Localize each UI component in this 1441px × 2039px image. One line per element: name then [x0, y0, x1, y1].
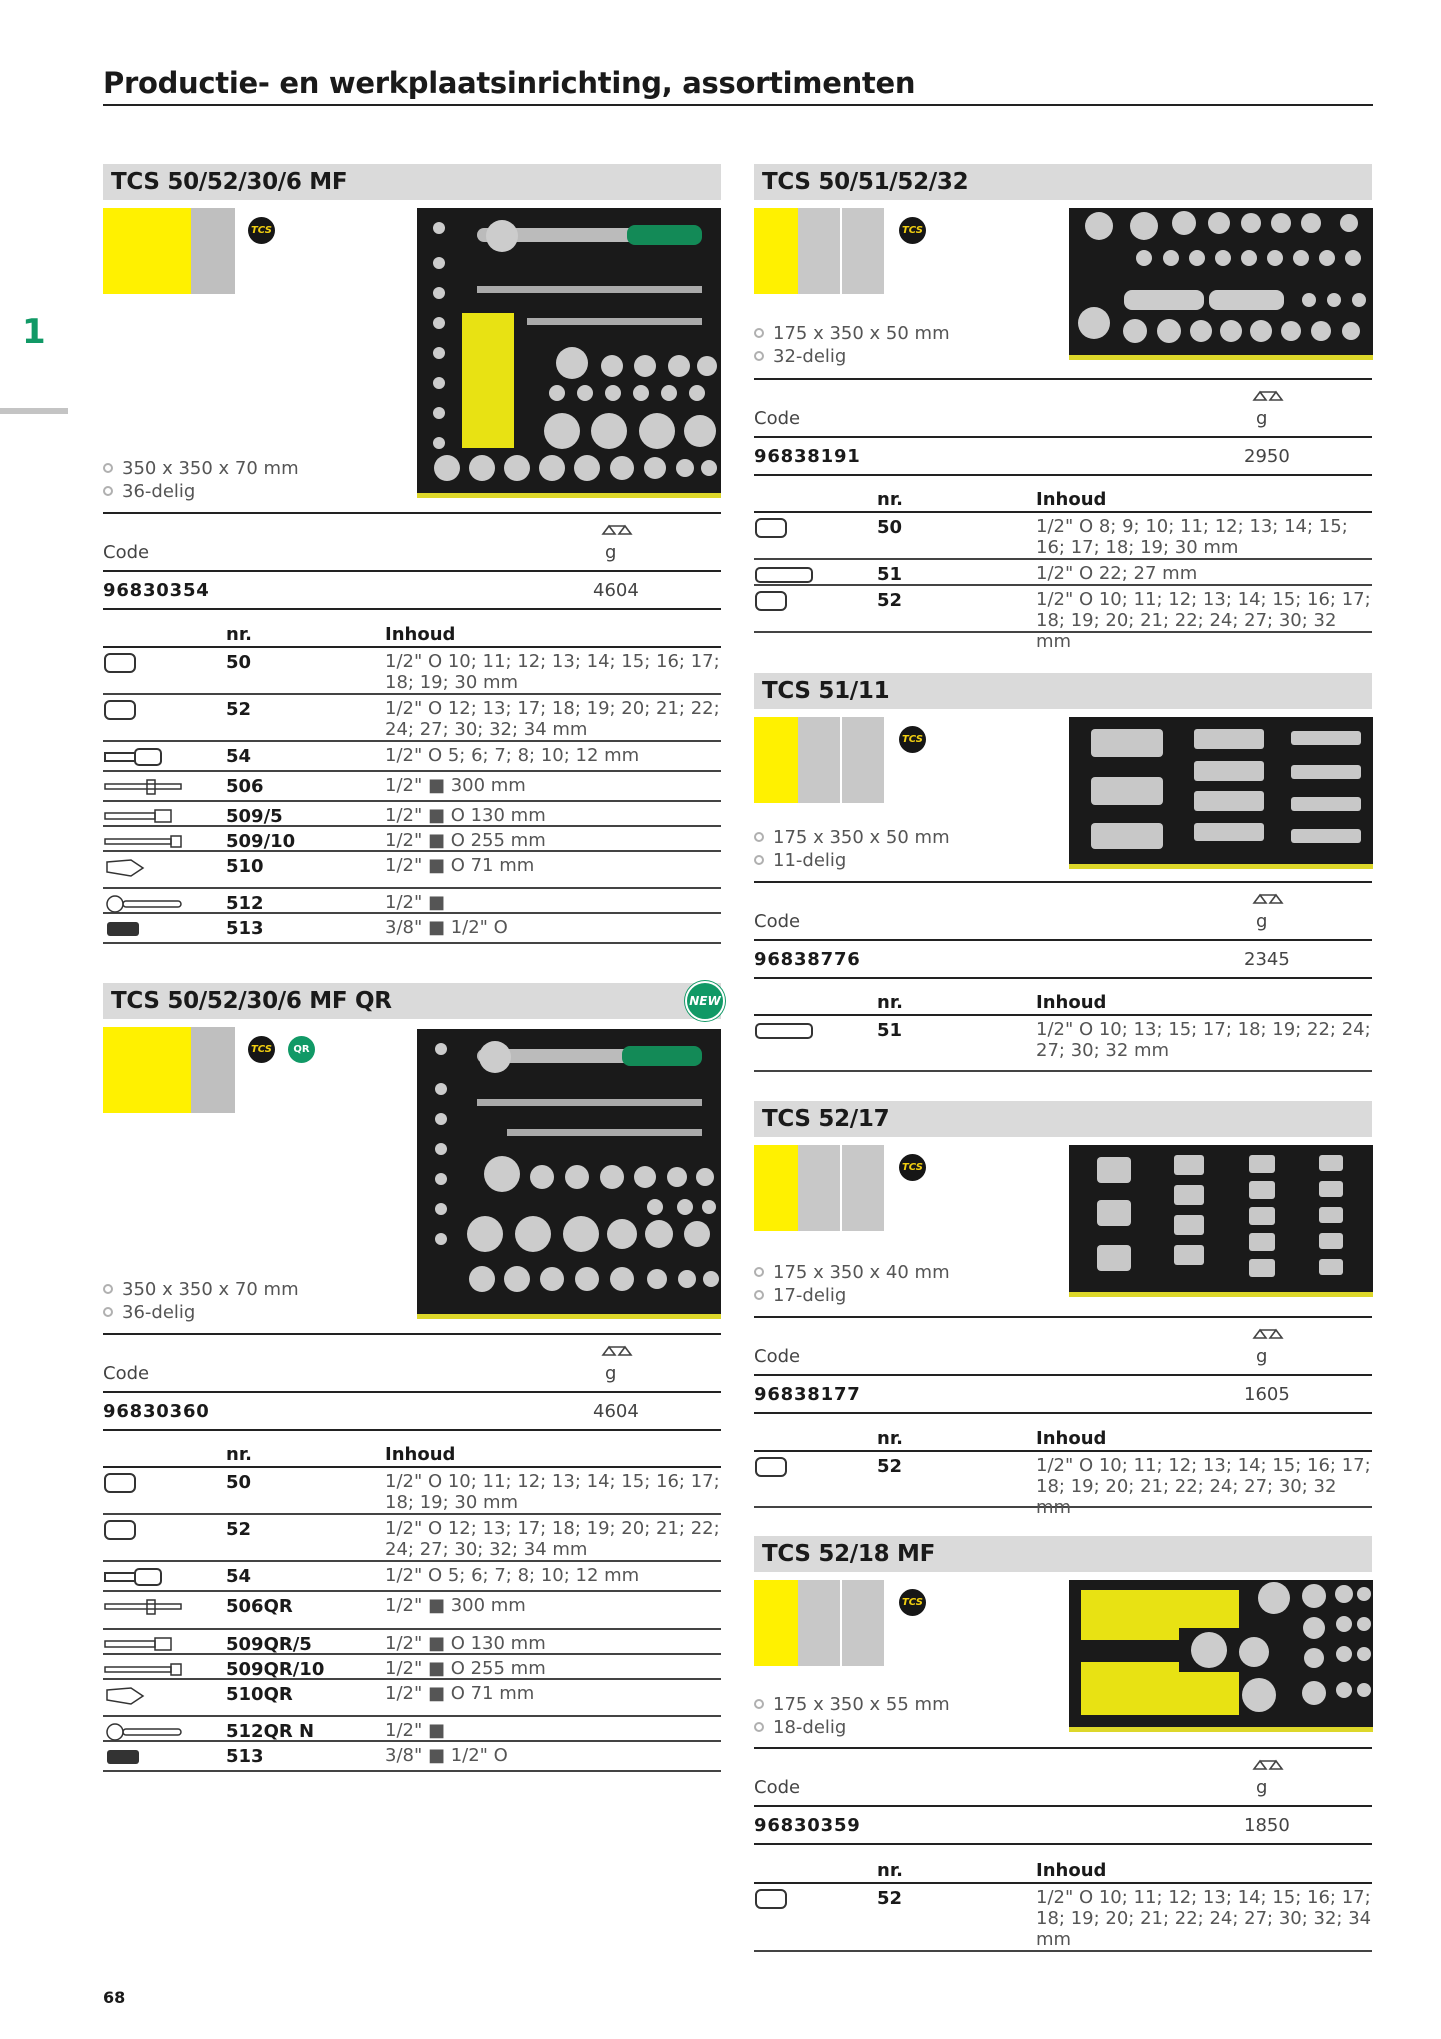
- pieces-line: [754, 345, 950, 368]
- code-table: [103, 512, 721, 610]
- pieces-count: 36-delig: [122, 481, 196, 502]
- contents-table: [754, 1856, 1372, 1952]
- set-specs: [754, 1261, 950, 1307]
- long-socket-icon: [754, 564, 834, 586]
- table-row: [103, 1680, 721, 1717]
- pieces-line: [103, 1301, 299, 1324]
- row-inhoud: 1/2" O 10; 11; 12; 13; 14; 15; 16; 17; 18; 19; 20; 21; 22; 24; 27; 30; 32 mm: [1036, 589, 1371, 652]
- swatch-yellow: [103, 208, 191, 294]
- scale-icon: [1251, 390, 1285, 408]
- row-inhoud: 1/2" ■: [385, 892, 445, 913]
- set-title: TCS 50/52/30/6 MF: [103, 164, 721, 200]
- new-badge-icon: NEW: [685, 981, 725, 1021]
- contents-table: [754, 988, 1372, 1072]
- row-inhoud: 1/2" O 22; 27 mm: [1036, 563, 1198, 584]
- weight-value: 4604: [593, 580, 639, 601]
- bullet-icon: [754, 1722, 764, 1732]
- dims-line: [103, 1278, 299, 1301]
- row-inhoud: 1/2" O 10; 11; 12; 13; 14; 15; 16; 17; 18; 19; 30 mm: [385, 651, 720, 693]
- swatch-grey: [191, 208, 235, 294]
- row-nr: 52: [877, 590, 903, 611]
- nr-header: nr.: [226, 1444, 252, 1465]
- row-nr: 513: [226, 1746, 264, 1767]
- weight-unit: g: [1256, 1777, 1268, 1798]
- bullet-icon: [103, 1284, 113, 1294]
- set-title: TCS 50/51/52/32: [754, 164, 1372, 200]
- weight-value: 2345: [1244, 949, 1290, 970]
- weight-unit: g: [605, 1363, 617, 1384]
- row-nr: 506: [226, 776, 264, 797]
- row-inhoud: 1/2" ■ O 130 mm: [385, 1633, 546, 1654]
- table-row: [103, 914, 721, 944]
- swatch-yellow: [103, 1027, 191, 1113]
- bullet-icon: [754, 1290, 764, 1300]
- swatch-grey: [842, 208, 884, 294]
- contents-table: [103, 1440, 721, 1772]
- code-table: [754, 881, 1372, 979]
- swatch-grey: [798, 717, 840, 803]
- pieces-count: 18-delig: [773, 1717, 847, 1738]
- set-specs: [754, 1693, 950, 1739]
- nr-header: nr.: [877, 1860, 903, 1881]
- table-row: [103, 695, 721, 742]
- product-photo-tray: [1069, 1580, 1373, 1732]
- dimensions: 175 x 350 x 50 mm: [773, 827, 950, 848]
- swatch-yellow: [754, 717, 798, 803]
- row-inhoud: 1/2" ■: [385, 1720, 445, 1741]
- tcs-badge-icon: TCS: [899, 217, 926, 244]
- socket-icon: [103, 699, 183, 721]
- set-title: TCS 52/17: [754, 1101, 1372, 1137]
- row-inhoud: 1/2" O 8; 9; 10; 11; 12; 13; 14; 15; 16; 17; 18; 19; 30 mm: [1036, 516, 1348, 558]
- extension-bar-long-icon: [103, 1659, 183, 1681]
- weight-unit: g: [1256, 1346, 1268, 1367]
- row-inhoud: 3/8" ■ 1/2" O: [385, 1745, 508, 1766]
- swatch-grey: [798, 1580, 840, 1666]
- tcs-badge-icon: TCS: [248, 217, 275, 244]
- socket-icon: [754, 1456, 834, 1478]
- adapter-icon: [103, 918, 183, 940]
- scale-icon: [600, 1345, 634, 1363]
- table-row: [103, 1515, 721, 1562]
- row-inhoud: 1/2" ■ 300 mm: [385, 1595, 526, 1616]
- product-photo-tray: [417, 208, 721, 498]
- chapter-number: 1: [22, 312, 46, 352]
- dims-line: [754, 1261, 950, 1284]
- table-row: [754, 560, 1372, 586]
- page-number: 68: [103, 1988, 126, 2007]
- row-inhoud: 1/2" O 10; 13; 15; 17; 18; 19; 22; 24; 27; 30; 32 mm: [1036, 1019, 1371, 1061]
- row-inhoud: 1/2" ■ O 130 mm: [385, 805, 546, 826]
- contents-table: [103, 620, 721, 944]
- article-code: 96830359: [754, 1815, 861, 1836]
- article-code: 96838177: [754, 1384, 861, 1405]
- table-row: [103, 1562, 721, 1592]
- row-nr: 509/5: [226, 806, 283, 827]
- dimensions: 175 x 350 x 55 mm: [773, 1694, 950, 1715]
- swatch-grey: [798, 208, 840, 294]
- chapter-tab: [0, 408, 68, 414]
- bullet-icon: [754, 1267, 764, 1277]
- table-row: [103, 852, 721, 889]
- set-title: TCS 52/18 MF: [754, 1536, 1372, 1572]
- pieces-count: 32-delig: [773, 346, 847, 367]
- universal-joint-icon: [103, 1684, 183, 1706]
- row-nr: 54: [226, 1566, 252, 1587]
- article-code: 96838776: [754, 949, 861, 970]
- set-title: TCS 51/11: [754, 673, 1372, 709]
- row-nr: 51: [877, 564, 903, 585]
- row-nr: 513: [226, 918, 264, 939]
- table-row: [103, 772, 721, 802]
- row-nr: 52: [226, 1519, 252, 1540]
- row-nr: 512: [226, 893, 264, 914]
- bullet-icon: [103, 1307, 113, 1317]
- tcs-badge-icon: TCS: [248, 1036, 275, 1063]
- extension-bar-icon: [103, 1634, 183, 1656]
- bullet-icon: [754, 855, 764, 865]
- code-table: [754, 1316, 1372, 1414]
- dims-line: [754, 826, 950, 849]
- swatch-yellow: [754, 1145, 798, 1231]
- row-inhoud: 1/2" O 12; 13; 17; 18; 19; 20; 21; 22; 24; 27; 30; 32; 34 mm: [385, 698, 720, 740]
- tray-illustration: [1069, 717, 1373, 864]
- table-row: [754, 1452, 1372, 1518]
- row-nr: 506QR: [226, 1596, 293, 1617]
- row-nr: 509/10: [226, 831, 296, 852]
- inhoud-header: Inhoud: [385, 624, 456, 645]
- weight-unit: g: [605, 542, 617, 563]
- table-row: [754, 513, 1372, 560]
- table-row: [103, 889, 721, 914]
- row-nr: 512QR N: [226, 1721, 315, 1742]
- bullet-icon: [103, 486, 113, 496]
- swatch-yellow: [754, 1580, 798, 1666]
- tray-illustration: [1069, 208, 1373, 355]
- pieces-count: 11-delig: [773, 850, 847, 871]
- title-rule: [103, 104, 1373, 106]
- t-handle-icon: [103, 776, 183, 798]
- row-inhoud: 1/2" O 10; 11; 12; 13; 14; 15; 16; 17; 18; 19; 20; 21; 22; 24; 27; 30; 32 mm: [1036, 1455, 1371, 1518]
- pieces-count: 36-delig: [122, 1302, 196, 1323]
- extension-bar-icon: [103, 806, 183, 828]
- socket-icon: [103, 1472, 183, 1494]
- table-row: [103, 1717, 721, 1742]
- swatch-grey: [842, 717, 884, 803]
- bullet-icon: [754, 351, 764, 361]
- contents-table: [754, 1424, 1372, 1518]
- pieces-line: [754, 1284, 950, 1307]
- dims-line: [754, 322, 950, 345]
- bullet-icon: [754, 328, 764, 338]
- table-row: [103, 742, 721, 772]
- socket-icon: [103, 652, 183, 674]
- table-row: [754, 586, 1372, 652]
- ratchet-icon: [103, 893, 183, 915]
- article-code: 96838191: [754, 446, 861, 467]
- code-table: [754, 378, 1372, 476]
- socket-icon: [754, 517, 834, 539]
- row-nr: 51: [877, 1020, 903, 1041]
- tray-illustration: [1069, 1145, 1373, 1292]
- row-nr: 52: [877, 1456, 903, 1477]
- bullet-icon: [103, 463, 113, 473]
- dims-line: [103, 457, 299, 480]
- pieces-line: [754, 849, 950, 872]
- page-title: Productie- en werkplaatsinrichting, assortimenten: [103, 66, 916, 100]
- socket-icon: [754, 1888, 834, 1910]
- extension-bar-long-icon: [103, 831, 183, 853]
- weight-value: 4604: [593, 1401, 639, 1422]
- adapter-icon: [103, 1746, 183, 1768]
- scale-icon: [600, 524, 634, 542]
- scale-icon: [1251, 1328, 1285, 1346]
- scale-icon: [1251, 893, 1285, 911]
- row-inhoud: 1/2" O 10; 11; 12; 13; 14; 15; 16; 17; 18; 19; 20; 21; 22; 24; 27; 30; 32; 34 mm: [1036, 1887, 1372, 1950]
- swatch-grey: [191, 1027, 235, 1113]
- dimensions: 350 x 350 x 70 mm: [122, 458, 299, 479]
- set-title: TCS 50/52/30/6 MF QR: [103, 983, 721, 1019]
- table-row: [103, 827, 721, 852]
- weight-value: 2950: [1244, 446, 1290, 467]
- row-nr: 54: [226, 746, 252, 767]
- swatch-grey: [798, 1145, 840, 1231]
- weight-unit: g: [1256, 408, 1268, 429]
- nr-header: nr.: [877, 992, 903, 1013]
- inhoud-header: Inhoud: [1036, 992, 1107, 1013]
- table-row: [103, 648, 721, 695]
- row-nr: 52: [877, 1888, 903, 1909]
- row-nr: 510: [226, 856, 264, 877]
- table-row: [754, 1884, 1372, 1952]
- row-nr: 509QR/10: [226, 1659, 325, 1680]
- tray-illustration: [417, 208, 721, 493]
- code-table: [754, 1747, 1372, 1845]
- product-photo-tray: [1069, 717, 1373, 869]
- scale-icon: [1251, 1759, 1285, 1777]
- weight-value: 1605: [1244, 1384, 1290, 1405]
- product-photo-tray: [417, 1029, 721, 1319]
- row-inhoud: 1/2" ■ O 71 mm: [385, 855, 535, 876]
- code-label: Code: [754, 911, 801, 932]
- row-nr: 52: [226, 699, 252, 720]
- weight-unit: g: [1256, 911, 1268, 932]
- dimensions: 175 x 350 x 50 mm: [773, 323, 950, 344]
- bullet-icon: [754, 832, 764, 842]
- table-row: [103, 1742, 721, 1772]
- pieces-line: [103, 480, 299, 503]
- pieces-count: 17-delig: [773, 1285, 847, 1306]
- universal-joint-icon: [103, 856, 183, 878]
- row-inhoud: 1/2" ■ 300 mm: [385, 775, 526, 796]
- table-row: [103, 1468, 721, 1515]
- code-label: Code: [754, 1777, 801, 1798]
- article-code: 96830354: [103, 580, 210, 601]
- code-label: Code: [103, 542, 150, 563]
- pieces-line: [754, 1716, 950, 1739]
- nr-header: nr.: [877, 1428, 903, 1449]
- swatch-grey: [842, 1580, 884, 1666]
- tcs-badge-icon: TCS: [899, 726, 926, 753]
- inhoud-header: Inhoud: [385, 1444, 456, 1465]
- row-nr: 509QR/5: [226, 1634, 312, 1655]
- set-specs: [754, 826, 950, 872]
- set-specs: [103, 457, 299, 503]
- row-nr: 510QR: [226, 1684, 293, 1705]
- socket-icon: [754, 590, 834, 612]
- code-label: Code: [754, 408, 801, 429]
- table-row: [754, 1016, 1372, 1072]
- t-handle-icon: [103, 1596, 183, 1618]
- nr-header: nr.: [226, 624, 252, 645]
- table-row: [103, 1630, 721, 1655]
- swatch-yellow: [754, 208, 798, 294]
- row-inhoud: 1/2" O 12; 13; 17; 18; 19; 20; 21; 22; 24; 27; 30; 32; 34 mm: [385, 1518, 720, 1560]
- table-row: [103, 1592, 721, 1630]
- row-nr: 50: [877, 517, 903, 538]
- row-nr: 50: [226, 652, 252, 673]
- row-inhoud: 1/2" ■ O 255 mm: [385, 830, 546, 851]
- inhoud-header: Inhoud: [1036, 1860, 1107, 1881]
- dimensions: 175 x 350 x 40 mm: [773, 1262, 950, 1283]
- bullet-icon: [754, 1699, 764, 1709]
- row-inhoud: 1/2" ■ O 255 mm: [385, 1658, 546, 1679]
- tray-illustration: [1069, 1580, 1373, 1727]
- row-inhoud: 1/2" ■ O 71 mm: [385, 1683, 535, 1704]
- set-specs: [103, 1278, 299, 1324]
- inhoud-header: Inhoud: [1036, 489, 1107, 510]
- tcs-badge-icon: TCS: [899, 1589, 926, 1616]
- article-code: 96830360: [103, 1401, 210, 1422]
- row-inhoud: 3/8" ■ 1/2" O: [385, 917, 508, 938]
- row-inhoud: 1/2" O 5; 6; 7; 8; 10; 12 mm: [385, 1565, 640, 1586]
- deep-socket-icon: [103, 1566, 183, 1588]
- inhoud-header: Inhoud: [1036, 1428, 1107, 1449]
- nr-header: nr.: [877, 489, 903, 510]
- dims-line: [754, 1693, 950, 1716]
- code-label: Code: [754, 1346, 801, 1367]
- socket-icon: [103, 1519, 183, 1541]
- dimensions: 350 x 350 x 70 mm: [122, 1279, 299, 1300]
- row-nr: 50: [226, 1472, 252, 1493]
- deep-socket-icon: [103, 746, 183, 768]
- code-table: [103, 1333, 721, 1431]
- tray-illustration: [417, 1029, 721, 1314]
- long-socket-icon: [754, 1020, 834, 1042]
- product-photo-tray: [1069, 1145, 1373, 1297]
- row-inhoud: 1/2" O 5; 6; 7; 8; 10; 12 mm: [385, 745, 640, 766]
- qr-badge-icon: QR: [288, 1036, 315, 1063]
- weight-value: 1850: [1244, 1815, 1290, 1836]
- tcs-badge-icon: TCS: [899, 1154, 926, 1181]
- product-photo-tray: [1069, 208, 1373, 360]
- table-row: [103, 802, 721, 827]
- ratchet-icon: [103, 1721, 183, 1743]
- row-inhoud: 1/2" O 10; 11; 12; 13; 14; 15; 16; 17; 18; 19; 30 mm: [385, 1471, 720, 1513]
- table-row: [103, 1655, 721, 1680]
- swatch-grey: [842, 1145, 884, 1231]
- code-label: Code: [103, 1363, 150, 1384]
- set-specs: [754, 322, 950, 368]
- contents-table: [754, 485, 1372, 652]
